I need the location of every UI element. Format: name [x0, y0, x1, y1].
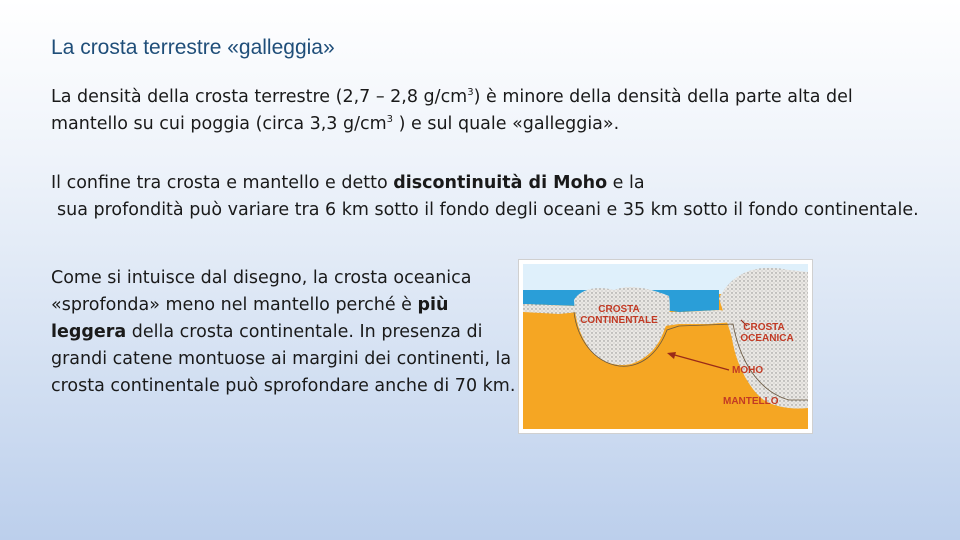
- crust-diagram-svg: [519, 260, 812, 433]
- moho-text-3: sua profondità può variare tra 6 km sotto il fondo degli oceani e 35 km sotto il fondo continentale.: [57, 200, 919, 220]
- label-crosta-oceanica-1: CROSTA: [743, 322, 785, 333]
- density-sup-2: 3: [386, 114, 394, 125]
- moho-text-1: Il confine tra crosta e mantello e detto: [51, 173, 394, 193]
- explanation-bold-text: più leggera: [51, 295, 449, 342]
- density-paragraph: [51, 84, 911, 138]
- explanation-paragraph: [51, 265, 521, 400]
- moho-paragraph: [51, 170, 931, 224]
- density-text-3: ) e sul quale «galleggia».: [393, 114, 620, 134]
- slide-title: La crosta terrestre «galleggia»: [51, 36, 335, 59]
- label-moho: MOHO: [732, 365, 764, 376]
- density-text-1: La densità della crosta terrestre (2,7 – 2,8 g/cm: [51, 87, 468, 107]
- label-crosta: CROSTA: [598, 304, 640, 315]
- moho-bold-text: discontinuità di Moho: [393, 173, 608, 193]
- crust-diagram: [518, 259, 813, 434]
- moho-text-2: e la: [607, 173, 645, 193]
- explanation-text-2: della crosta continentale. In presenza di grandi catene montuose ai margini dei continenti, la crosta continentale può sprofondare anche di 70 km.: [51, 322, 516, 396]
- explanation-text-1: Come si intuisce dal disegno, la crosta oceanica «sprofonda» meno nel mantello perché è: [51, 268, 472, 315]
- label-mantello: MANTELLO: [723, 396, 779, 407]
- label-continentale: CONTINENTALE: [580, 315, 658, 326]
- label-oceanica: OCEANICA: [740, 333, 794, 344]
- density-sup-1: 3: [467, 87, 474, 98]
- density-text-2: ) è minore della densità della parte alta del mantello su cui poggia (circa 3,3 g/cm: [51, 87, 853, 134]
